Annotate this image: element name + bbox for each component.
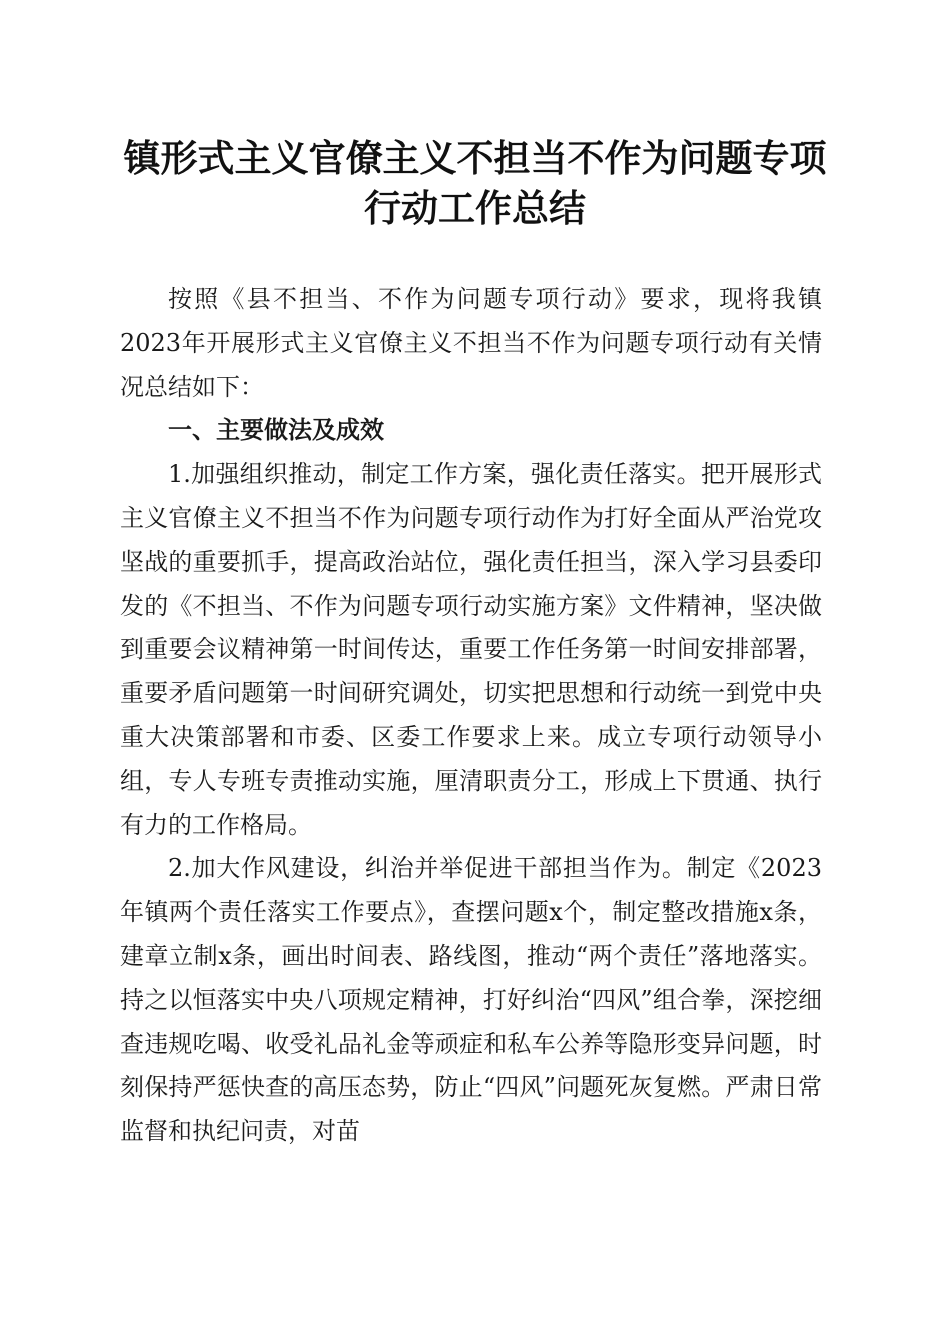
document-title: 镇形式主义官僚主义不担当不作为问题专项行动工作总结 [123,136,827,230]
body-paragraph-2: 2.加大作风建设，纠治并举促进干部担当作为。制定《2023年镇两个责任落实工作要点》，查摆问题x个，制定整改措施x条，建章立制x条，画出时间表、路线图，推动“两个责任”落地落实。持之以恒落实中央八项规定精神，打好纠治“四风”组合拳，深挖细查违规吃喝、收受礼品礼金等顽症和私车公养等隐形变异问题，时刻保持严惩快查的高压态势，防止“四风”问题死灰复燃。严肃日常监督和执纪问责，对苗 [120,854,822,1146]
body-paragraph-1: 1.加强组织推动，制定工作方案，强化责任落实。把开展形式主义官僚主义不担当不作为问题专项行动作为打好全面从严治党攻坚战的重要抓手，提高政治站位，强化责任担当，深入学习县委印发的《不担当、不作为问题专项行动实施方案》文件精神，坚决做到重要会议精神第一时间传达，重要工作任务第一时间安排部署，重要矛盾问题第一时间研究调处，切实把思想和行动统一到党中央重大决策部署和市委、区委工作要求上来。成立专项行动领导小组，专人专班专责推动实施，厘清职责分工，形成上下贯通、执行有力的工作格局。 [120,460,822,839]
section-heading: 一、主要做法及成效 [168,416,384,445]
intro-paragraph: 按照《县不担当、不作为问题专项行动》要求，现将我镇2023年开展形式主义官僚主义不担当不作为问题专项行动有关情况总结如下： [120,285,822,401]
document-body [120,278,822,1154]
